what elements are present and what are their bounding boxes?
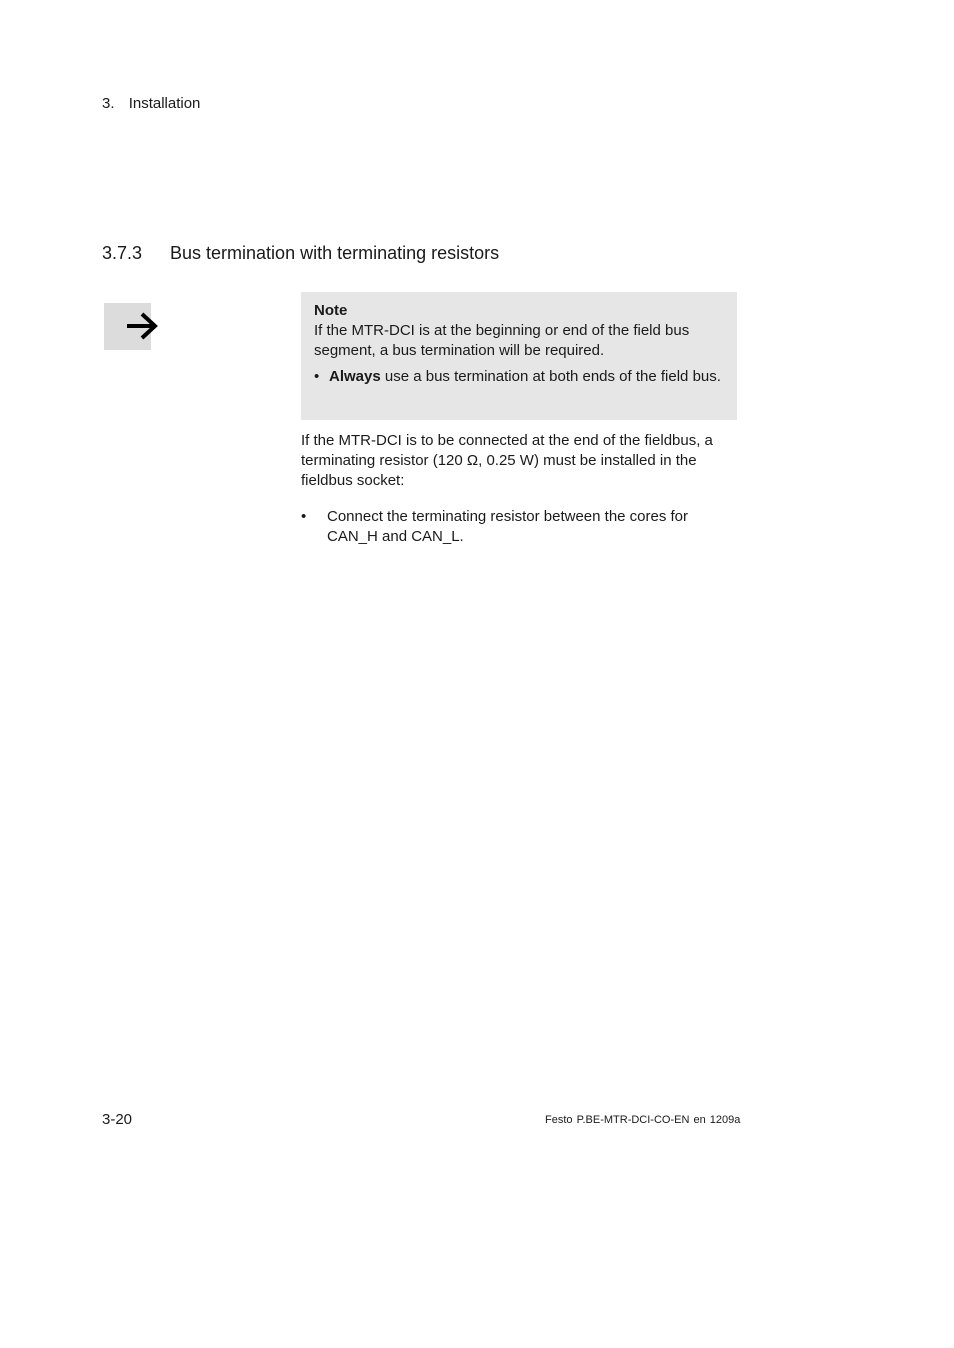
bullet-marker: • [301, 508, 307, 525]
section-number: 3.7.3 [102, 243, 143, 263]
instruction-text: Connect the terminating resistor between the cores for CAN_H and CAN_L. [327, 508, 689, 545]
body-paragraph: If the MTR-DCI is to be connected at the end of the fieldbus, a terminating resistor (120 Ω, 0.25 W) must be installed in the fieldbus socket: [301, 432, 713, 489]
note-box [301, 292, 737, 420]
arrow-right-icon [122, 308, 162, 344]
instruction-bullet [301, 507, 741, 547]
bullet-marker: • [314, 368, 320, 385]
note-title: Note [314, 302, 348, 319]
note-bullet [314, 367, 725, 387]
note-text: If the MTR-DCI is at the beginning or end of the field bus segment, a bus termination will be required. [314, 322, 690, 359]
section-title: Bus termination with terminating resistors [170, 243, 500, 263]
note-bullet-text: use a bus termination at both ends of the field bus. [380, 368, 721, 385]
chapter-title: Installation [128, 95, 201, 112]
note-icon-box [104, 303, 151, 350]
document-reference: Festo P.BE-MTR-DCI-CO-EN en 1209a [545, 1114, 741, 1126]
page-number: 3-20 [102, 1111, 133, 1128]
section-heading [102, 243, 499, 264]
chapter-header [102, 95, 200, 112]
chapter-number: 3. [102, 95, 115, 112]
note-bullet-bold: Always [329, 368, 381, 385]
